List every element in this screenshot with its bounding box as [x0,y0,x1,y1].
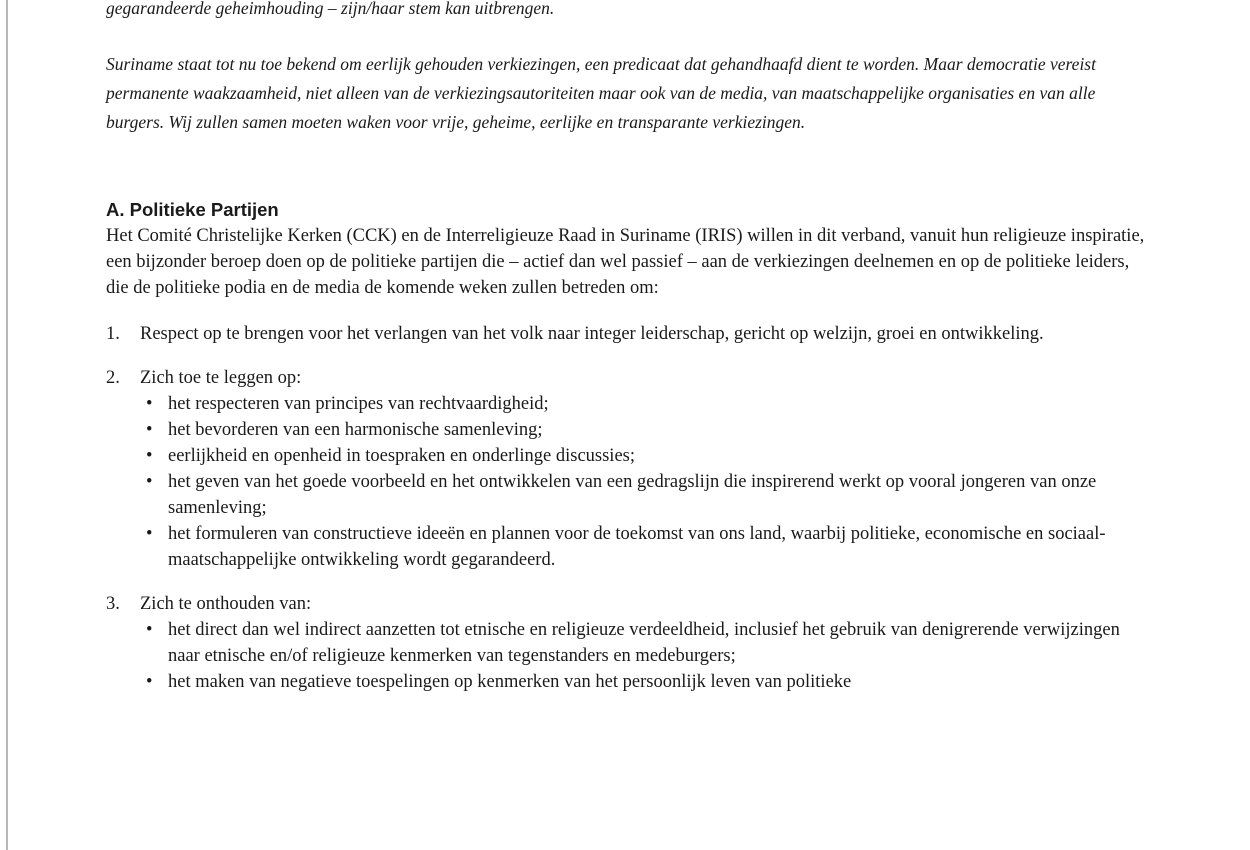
bullet-list [140,391,1156,573]
bullet-text: het direct dan wel indirect aanzetten tot etnische en religieuze verdeeldheid, inclusief het gebruik van denigrerende verwijzingen naar etnische en/of religieuze kenmerken van tegenstanders en medeburgers; [168,620,1120,666]
item-number: 2. [106,368,120,388]
bullet-item [140,669,1156,695]
numbered-list [106,321,1156,695]
document-body [106,0,1156,713]
section-heading: A. Politieke Partijen [106,199,279,220]
item-text: Zich toe te leggen op: [140,368,302,388]
intro-paragraph-fair-elections: Suriname staat tot nu toe bekend om eerlijk gehouden verkiezingen, een predicaat dat gehandhaafd dient te worden. Maar democratie vereist permanente waakzaamheid, niet alleen van de verkiezingsautoriteiten maar ook van de media, van maatschappelijke organisaties en van alle burgers. Wij zullen samen moeten waken voor vrije, geheime, eerlijke en transparante verkiezingen. [106,54,1096,132]
bullet-text: het maken van negatieve toespelingen op kenmerken van het persoonlijk leven van politieke [168,672,852,692]
item-number: 3. [106,594,120,614]
bullet-item [140,617,1156,669]
bullet-text: het bevorderen van een harmonische samenleving; [168,420,543,440]
bullet-text: het geven van het goede voorbeeld en het ontwikkelen van een gedragslijn die inspirerend werkt op vooral jongeren van onze samenleving; [168,472,1097,518]
intro-paragraph-continued: gegarandeerde geheimhouding – zijn/haar stem kan uitbrengen. [106,0,555,18]
bullet-icon: • [146,394,153,414]
bullet-text: eerlijkheid en openheid in toespraken en onderlinge discussies; [168,446,635,466]
page-left-border [6,0,8,850]
bullet-item [140,391,1156,417]
section-intro-paragraph: Het Comité Christelijke Kerken (CCK) en de Interreligieuze Raad in Suriname (IRIS) willen in dit verband, vanuit hun religieuze inspiratie, een bijzonder beroep doen op de politieke partijen die – actief dan wel passief – aan de verkiezingen deelnemen en op de politieke leiders, die de politieke podia en de media de komende weken zullen betreden om: [106,226,1145,298]
bullet-item [140,443,1156,469]
item-text: Zich te onthouden van: [140,594,312,614]
bullet-item [140,469,1156,521]
bullet-list [140,617,1156,695]
bullet-text: het respecteren van principes van rechtvaardigheid; [168,394,549,414]
bullet-icon: • [146,620,153,640]
item-text: Respect op te brengen voor het verlangen van het volk naar integer leiderschap, gericht op welzijn, groei en ontwikkeling. [140,324,1044,344]
section-political-parties [106,197,1156,695]
numbered-item-2 [106,365,1156,573]
item-number: 1. [106,324,120,344]
bullet-item [140,417,1156,443]
bullet-icon: • [146,472,153,492]
bullet-icon: • [146,446,153,466]
bullet-icon: • [146,420,153,440]
bullet-item [140,521,1156,573]
bullet-text: het formuleren van constructieve ideeën en plannen voor de toekomst van ons land, waarbij politieke, economische en sociaal-maatschappelijke ontwikkeling wordt gegarandeerd. [168,524,1106,570]
numbered-item-1 [106,321,1156,347]
bullet-icon: • [146,672,153,692]
numbered-item-3 [106,591,1156,695]
bullet-icon: • [146,524,153,544]
